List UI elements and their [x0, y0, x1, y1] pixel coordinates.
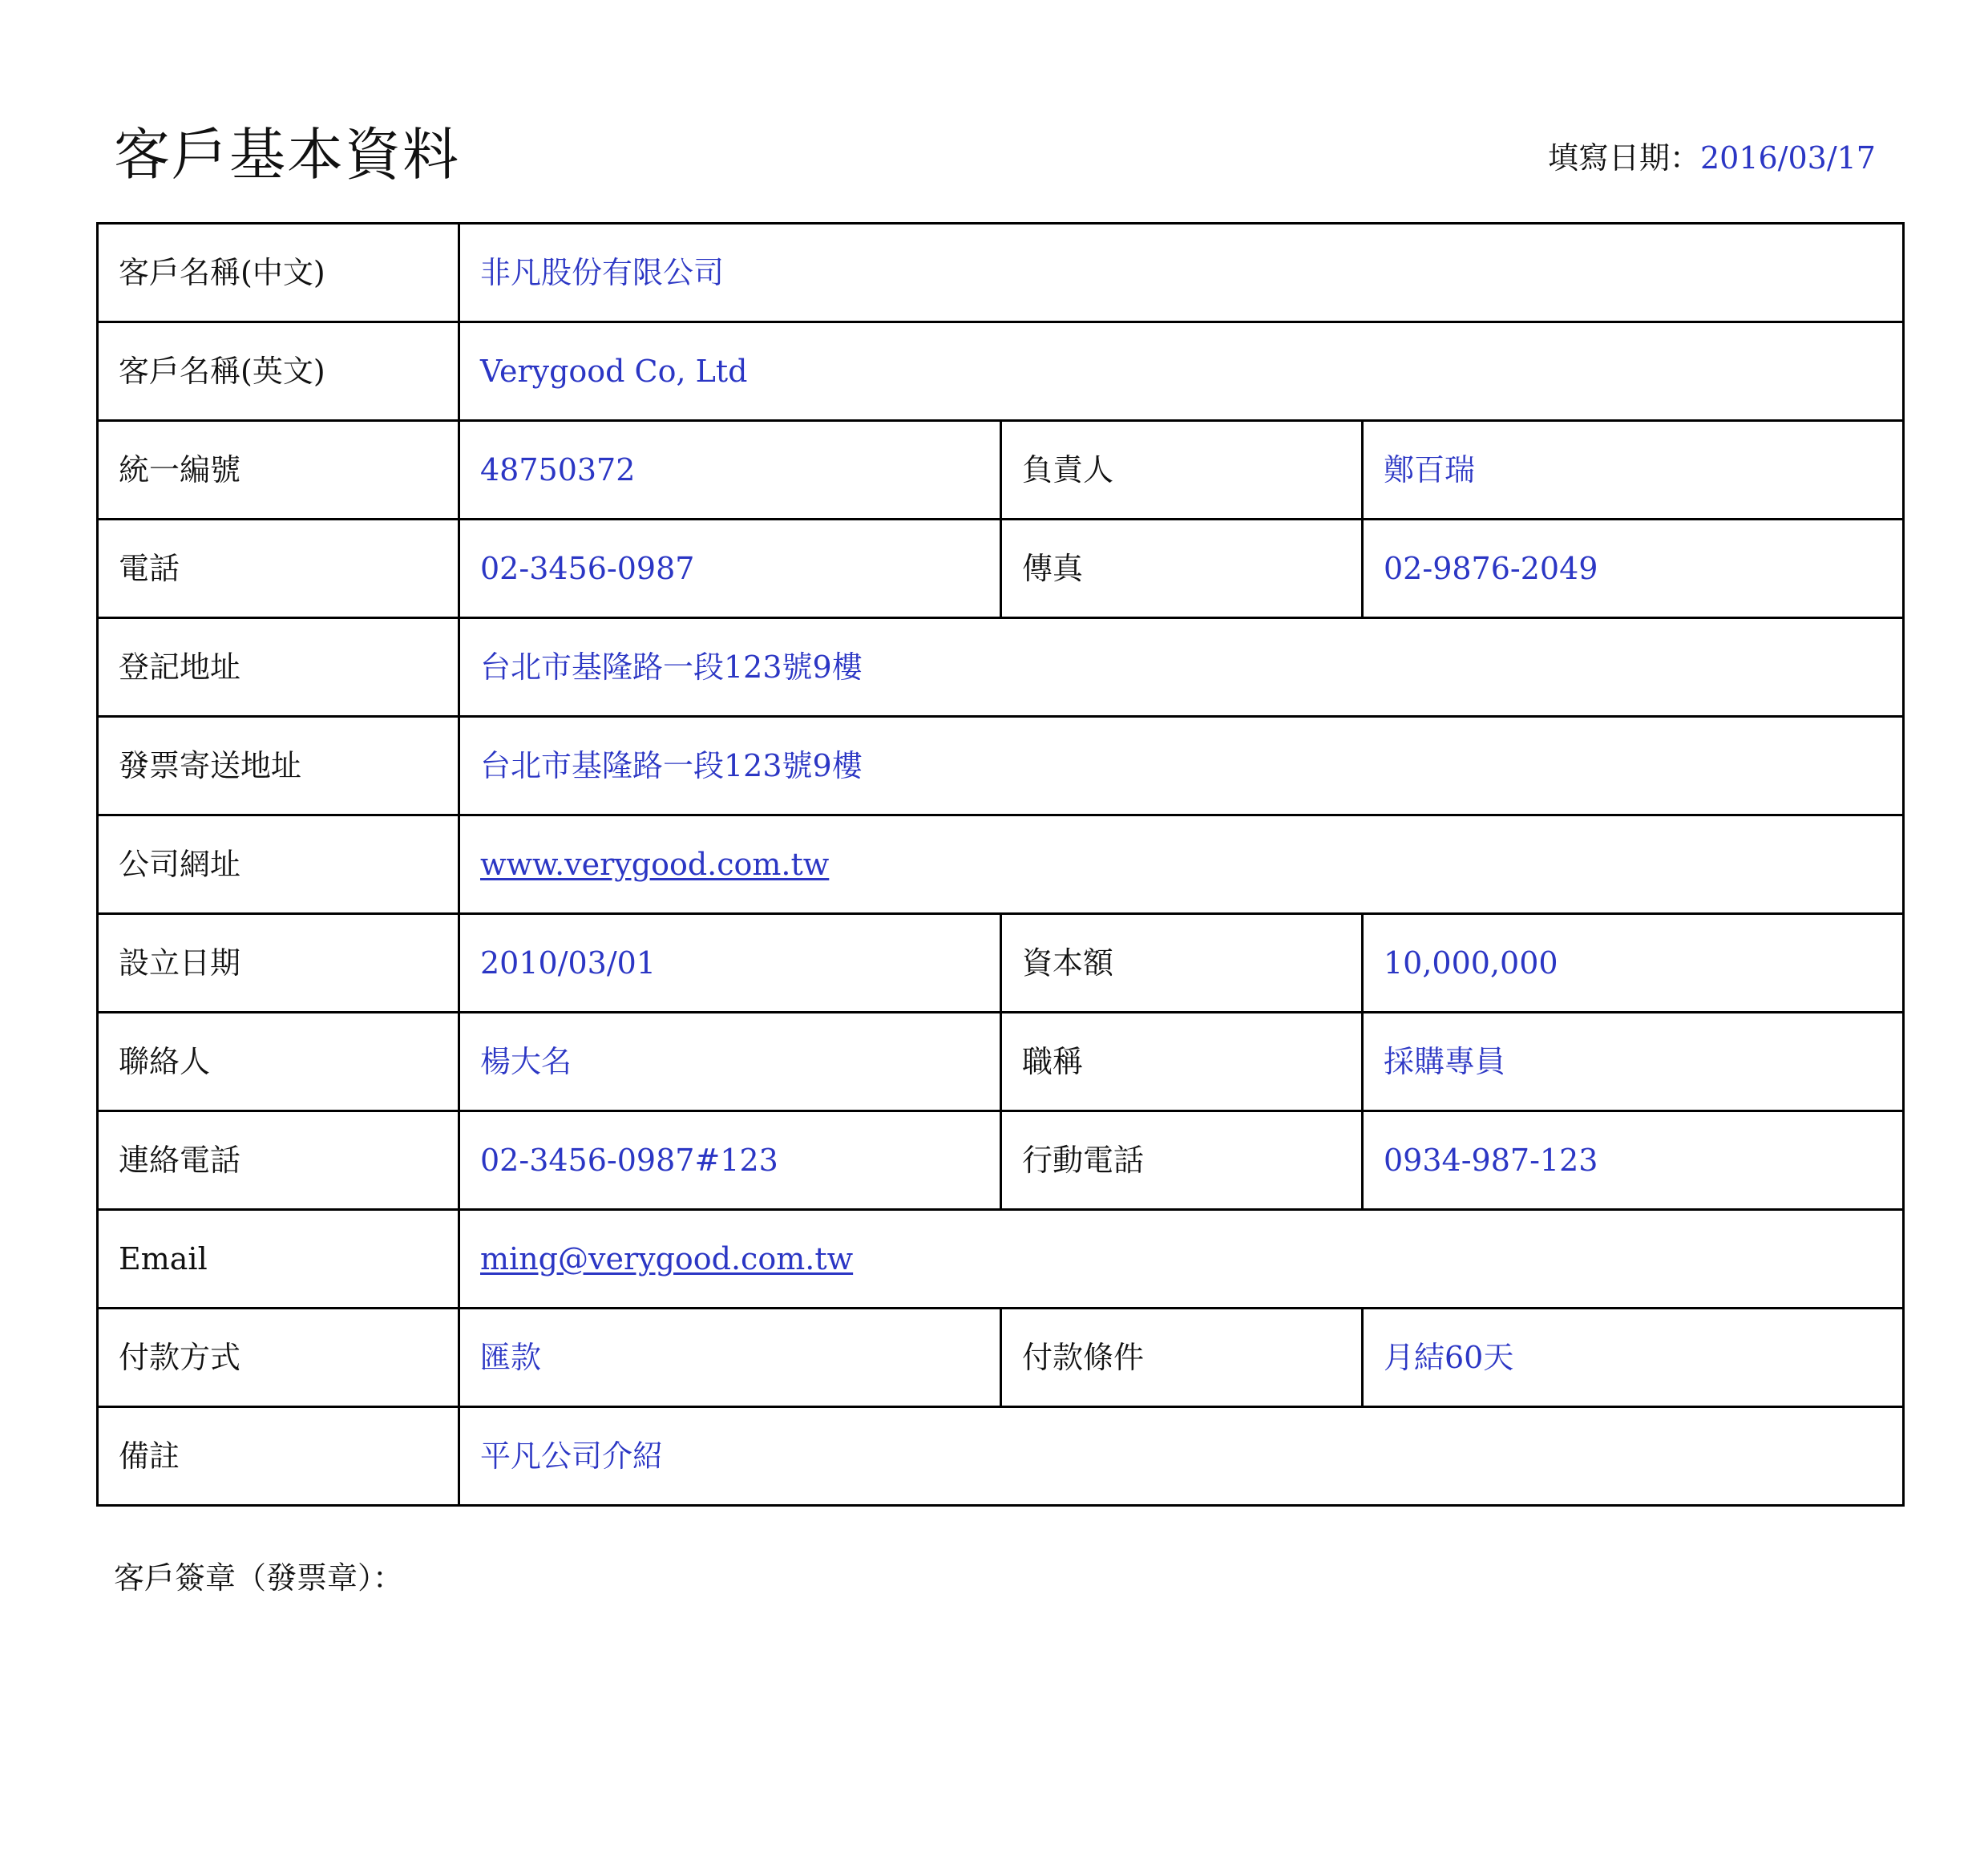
- tax-id-label: 統一編號: [98, 421, 459, 520]
- table-row: [98, 717, 1904, 815]
- mobile-label: 行動電話: [1001, 1111, 1363, 1210]
- founded-value: 2010/03/01: [459, 914, 1001, 1013]
- page-title: 客戶基本資料: [114, 122, 460, 188]
- founded-label: 設立日期: [98, 914, 459, 1013]
- payment-method-label: 付款方式: [98, 1309, 459, 1407]
- customer-info-table: [96, 222, 1905, 1507]
- fill-date: [1548, 138, 1876, 178]
- fill-date-value: 2016/03/17: [1699, 140, 1876, 176]
- table-row: [98, 322, 1904, 421]
- payment-terms-value: 月結60天: [1363, 1309, 1904, 1407]
- table-row: [98, 421, 1904, 520]
- mobile-value: 0934-987-123: [1363, 1111, 1904, 1210]
- capital-value: 10,000,000: [1363, 914, 1904, 1013]
- contact-label: 聯絡人: [98, 1013, 459, 1111]
- job-title-label: 職稱: [1001, 1013, 1363, 1111]
- table-row: [98, 1111, 1904, 1210]
- email-link[interactable]: ming@verygood.com.tw: [480, 1241, 854, 1276]
- invoice-address-label: 發票寄送地址: [98, 717, 459, 815]
- fax-value: 02-9876-2049: [1363, 520, 1904, 618]
- contact-phone-value: 02-3456-0987#123: [459, 1111, 1001, 1210]
- owner-label: 負責人: [1001, 421, 1363, 520]
- contact-value: 楊大名: [459, 1013, 1001, 1111]
- table-row: [98, 224, 1904, 322]
- email-cell: [459, 1210, 1904, 1309]
- table-row: [98, 1210, 1904, 1309]
- contact-phone-label: 連絡電話: [98, 1111, 459, 1210]
- payment-terms-label: 付款條件: [1001, 1309, 1363, 1407]
- capital-label: 資本額: [1001, 914, 1363, 1013]
- website-link[interactable]: www.verygood.com.tw: [480, 847, 830, 882]
- name-zh-label: 客戶名稱(中文): [98, 224, 459, 322]
- name-zh-value: 非凡股份有限公司: [459, 224, 1904, 322]
- notes-value: 平凡公司介紹: [459, 1407, 1904, 1506]
- tax-id-value: 48750372: [459, 421, 1001, 520]
- name-en-label: 客戶名稱(英文): [98, 322, 459, 421]
- table-row: [98, 914, 1904, 1013]
- fax-label: 傳真: [1001, 520, 1363, 618]
- phone-value: 02-3456-0987: [459, 520, 1001, 618]
- reg-address-value: 台北市基隆路一段123號9樓: [459, 618, 1904, 717]
- signature-label: 客戶簽章（發票章）：: [114, 1560, 404, 1596]
- table-row: [98, 1013, 1904, 1111]
- fill-date-label: 填寫日期：: [1547, 140, 1700, 176]
- phone-label: 電話: [98, 520, 459, 618]
- payment-method-value: 匯款: [459, 1309, 1001, 1407]
- invoice-address-value: 台北市基隆路一段123號9樓: [459, 717, 1904, 815]
- table-row: [98, 1309, 1904, 1407]
- website-cell: [459, 815, 1904, 914]
- job-title-value: 採購專員: [1363, 1013, 1904, 1111]
- website-label: 公司網址: [98, 815, 459, 914]
- owner-value: 鄭百瑞: [1363, 421, 1904, 520]
- notes-label: 備註: [98, 1407, 459, 1506]
- table-row: [98, 618, 1904, 717]
- table-row: [98, 1407, 1904, 1506]
- email-label: Email: [98, 1210, 459, 1309]
- name-en-value: Verygood Co, Ltd: [459, 322, 1904, 421]
- table-row: [98, 815, 1904, 914]
- table-row: [98, 520, 1904, 618]
- reg-address-label: 登記地址: [98, 618, 459, 717]
